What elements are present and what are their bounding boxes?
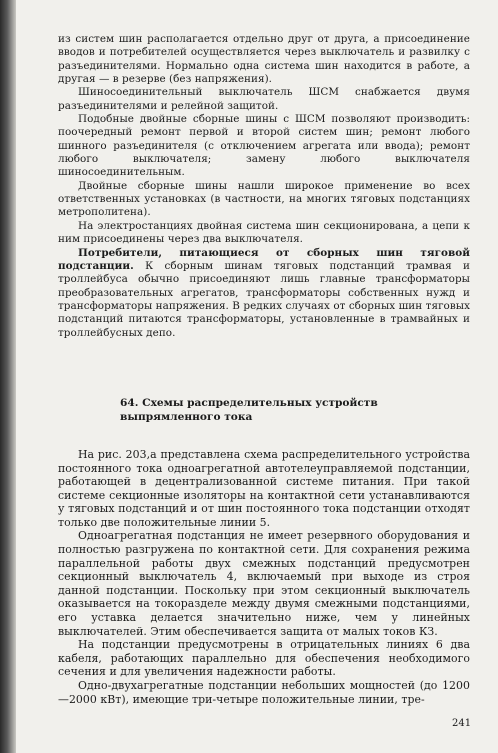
page-number: 241 — [452, 718, 472, 729]
paragraph-single-unit-substation: Одноагрегатная подстанция не имеет резервного оборудования и полностью разгружена по контактной сети. Для сохранения режима параллельной работы двух смежных подстанций предусмотрен секционный выключатель 4, включаемый при выходе из строя данной подстанции. Поскольку при этом секционный выключатель оказывается на токоразделе между двумя смежными подстанциями, его уставка делается значительно ниже, чем у линейных выключателей. Этим обеспечивается защита от малых токов КЗ. — [58, 529, 470, 638]
paragraph-small-substations: Одно-двухагрегатные подстанции небольших мощностей (до 1200—2000 кВт), имеющие три-четыре положительные линии, тре- — [58, 679, 470, 706]
paragraph-figure-203: На рис. 203,а представлена схема распределительного устройства постоянного тока одноагрегатной автотелеуправляемой подстанции, работающей в децентрализованной системе питания. При такой системе секционные изоляторы на контактной сети устанавливаются у тяговых подстанций и от шин постоянного тока подстанции отходят только две положительные линии 5. — [58, 447, 470, 529]
paragraph-consumers-heading: Потребители, питающиеся от сборных шин тяговой подстанции. — [58, 246, 470, 272]
section-title-line-2: выпрямленного тока — [120, 410, 253, 423]
lower-text-block — [58, 448, 470, 706]
paragraph-shsm-capabilities: Подобные двойные сборные шины с ШСМ позволяют производить: поочередный ремонт первой и второй систем шин; ремонт любого шинного разъединителя (с отключением агрегата или ввода); ремонт любого выключателя; замену любого выключателя шиносоединительным. — [58, 113, 470, 179]
section-title-line-1: Схемы распределительных устройств — [142, 396, 378, 409]
paragraph-power-stations: На электростанциях двойная система шин секционирована, а цепи к ним присоединены через два выключателя. — [58, 219, 470, 246]
paragraph-double-bus-usage: Двойные сборные шины нашли широкое применение во всех ответственных установках (в частности, на многих тяговых подстанциях метрополитена). — [58, 179, 470, 219]
continued-paragraph: из систем шин располагается отдельно друг от друга, а присоединение вводов и потребителей осуществляется через выключатель и развилку с разъединителями. Нормально одна система шин находится в работе, а другая — в резерве (без напряжения). — [58, 33, 470, 86]
scanned-page-edge-shadow — [0, 0, 16, 753]
book-page-text — [58, 33, 470, 706]
paragraph-negative-lines: На подстанции предусмотрены в отрицательных линиях 6 два кабеля, работающих параллельно для обеспечения необходимого сечения и для увеличения надежности работы. — [58, 638, 470, 679]
section-number: 64. — [120, 396, 139, 409]
paragraph-consumers-body: К сборным шинам тяговых подстанций трамвая и троллейбуса обычно присоединяют лишь главные трансформаторы преобразовательных агрегатов, трансформаторы собственных нужд и трансформаторы напряжения. В редких случаях от сборных шин тяговых подстанций питаются трансформаторы, установленные в трамвайных и троллейбусных депо. — [58, 259, 470, 339]
upper-text-block — [58, 33, 470, 340]
paragraph-shsm-equipment: Шиносоединительный выключатель ШСМ снабжается двумя разъединителями и релейной защитой. — [58, 86, 470, 112]
section-heading — [120, 396, 420, 424]
paragraph-consumers — [58, 247, 470, 340]
